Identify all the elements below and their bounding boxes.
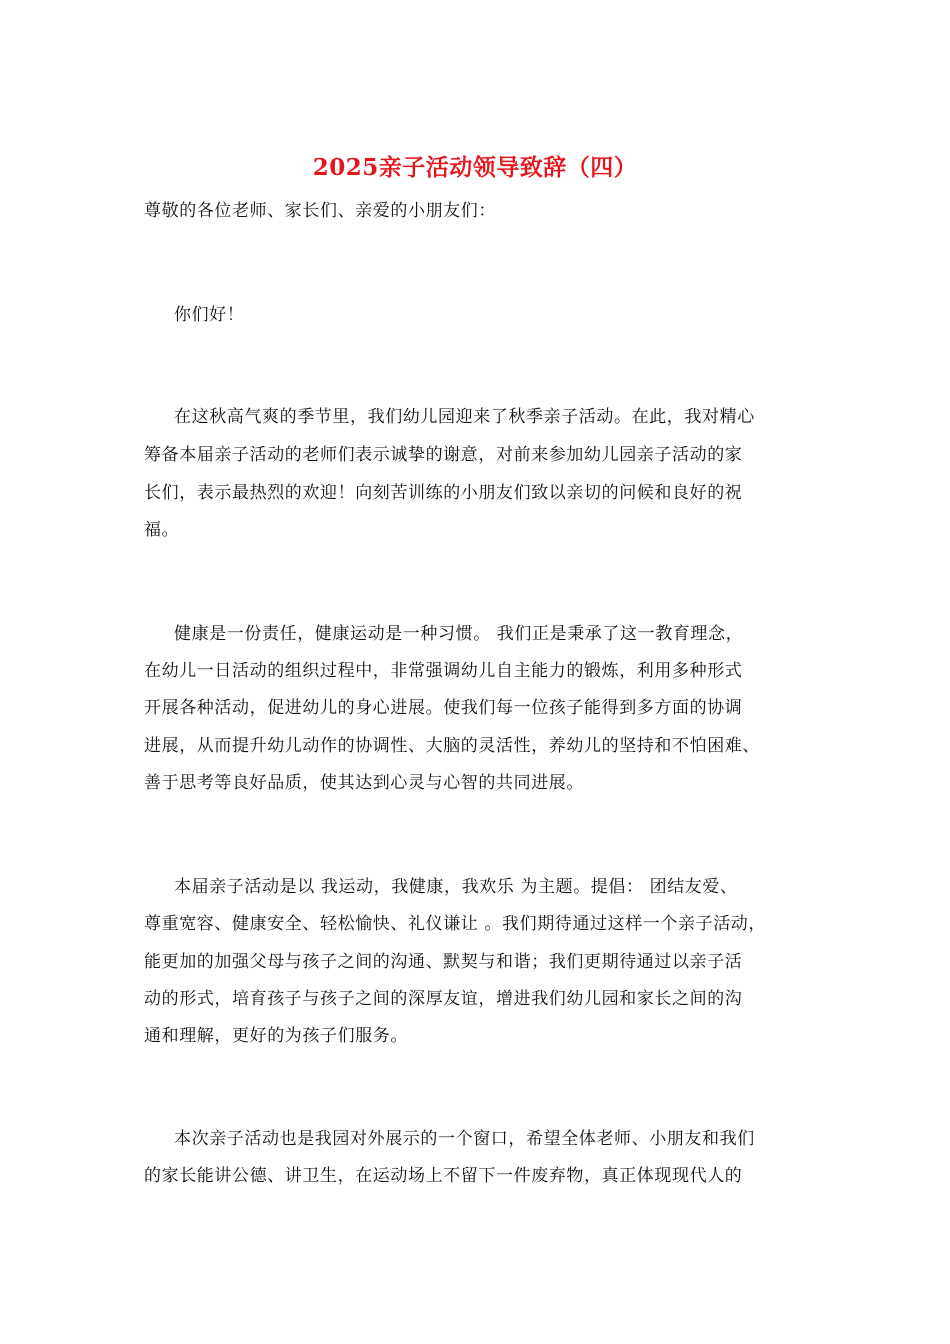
paragraph-line: 开展各种活动，促进幼儿的身心进展。使我们每一位孩子能得到多方面的协调 [144,698,743,718]
greeting: 你们好！ [174,305,245,325]
paragraph-line: 善于思考等良好品质，使其达到心灵与心智的共同进展。 [144,773,584,793]
paragraph-line: 健康是一份责任，健康运动是一种习惯。 我们正是秉承了这一教育理念， [174,624,744,644]
paragraph-line: 筹备本届亲子活动的老师们表示诚挚的谢意，对前来参加幼儿园亲子活动的家 [144,445,743,465]
paragraph-line: 在这秋高气爽的季节里，我们幼儿园迎来了秋季亲子活动。在此，我对精心 [174,407,755,427]
paragraph-line: 尊重宽容、健康安全、轻松愉快、礼仪谦让 。我们期待通过这样一个亲子活动， [144,914,767,934]
paragraph-line: 在幼儿一日活动的组织过程中，非常强调幼儿自主能力的锻炼，利用多种形式 [144,661,743,681]
document-title: 2025亲子活动领导致辞（四） [312,154,638,181]
salutation: 尊敬的各位老师、家长们、亲爱的小朋友们： [144,201,496,221]
paragraph-line: 的家长能讲公德、讲卫生，在运动场上不留下一件废弃物，真正体现现代人的 [144,1166,743,1186]
paragraph-line: 能更加的加强父母与孩子之间的沟通、默契与和谐；我们更期待通过以亲子活 [144,952,743,972]
paragraph-line: 进展，从而提升幼儿动作的协调性、大脑的灵活性，养幼儿的坚持和不怕困难、 [144,736,760,756]
paragraph-line: 长们，表示最热烈的欢迎！向刻苦训练的小朋友们致以亲切的问候和良好的祝 [144,483,743,503]
paragraph-line: 动的形式，培育孩子与孩子之间的深厚友谊，增进我们幼儿园和家长之间的沟 [144,989,743,1009]
paragraph-line: 本届亲子活动是以 我运动，我健康，我欢乐 为主题。提倡： 团结友爱、 [174,877,738,897]
paragraph-line: 福。 [144,520,180,540]
paragraph-line: 本次亲子活动也是我园对外展示的一个窗口，希望全体老师、小朋友和我们 [174,1129,755,1149]
paragraph-line: 通和理解，更好的为孩子们服务。 [144,1026,408,1046]
